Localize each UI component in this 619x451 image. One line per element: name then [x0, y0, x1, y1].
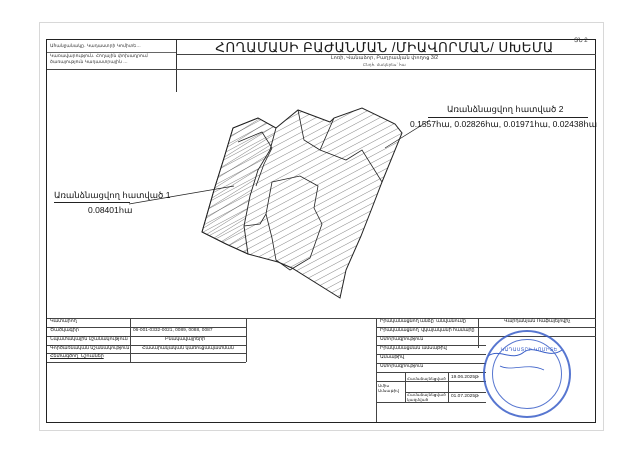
date-2-value: 01.07.2025թ — [451, 394, 479, 399]
right-table-label: Իրականացման ամսաթիվ — [380, 346, 447, 351]
right-table-value: Վարդանյան Ռաֆայելովիչ — [504, 319, 571, 324]
left-table-label: Հետագծող՝ Նշումներ — [50, 354, 104, 359]
right-table-label: Իրականացնող անձը՝ անվանումը — [380, 319, 466, 324]
document-title: ՀՈՂԱՄԱՍԻ ԲԱԺԱՆՄԱՆ /ՄԻԱՎՈՐՄԱՆ/ ՍԽԵՄԱ — [215, 40, 554, 55]
dates-group-label: Ամիս Ամսաթիվ — [378, 383, 399, 393]
left-table-label: Նպատակային նշանակություն — [50, 337, 128, 342]
left-table-label: Ծածկագիր — [50, 328, 79, 333]
header-left-row-text: Կառավարություն․ Հողային փոխադրում — [50, 53, 148, 58]
date-1-label: Համաձայնեցված — [407, 376, 446, 381]
right-table-label: Ամսաթիվ — [380, 355, 405, 360]
plot-1-value: 0.08401հա — [88, 205, 133, 215]
address-line: Լոռի, Վանաձոր, Բաղրամյան փողոց 3/2 — [330, 55, 439, 61]
left-table-label: Գործառնական նշանակություն — [50, 346, 130, 351]
sheet-number: ՏՆ 2 — [574, 38, 588, 44]
header-left-row: Ահանջանակը․ Կադաստրի Կոմիտե… — [47, 40, 176, 53]
header-note: Ընդհ. մակերես` հա — [363, 62, 406, 67]
plot-1-label: Առանձնացվող հատված 1 — [54, 190, 171, 200]
date-2-label: Համաձայնեցված կազմված — [407, 392, 446, 402]
right-table-label: Ստորագրություն — [380, 337, 424, 342]
stamp-text: ԿԱԴԱՍՏՐԻ ԿՈՄԻՏԵ — [500, 347, 558, 353]
left-table-label: Կատարող — [50, 319, 77, 324]
plot-2-value: 0.1557հա, 0.02826հա, 0.01971հա, 0.02438հա — [410, 119, 598, 129]
plot-2-label: Առանձնացվող հատված 2 — [447, 104, 564, 114]
date-1-value: 19.06.2025թ — [451, 375, 479, 380]
left-table-value: Հասարակական կառուցապատման — [142, 346, 234, 351]
right-table-label: Ստորագրություն — [380, 364, 424, 369]
left-table-value: Բնակավայրերի — [165, 337, 206, 342]
header-left-row-text: ծառայություն Կադաստրային … — [50, 59, 128, 64]
right-table-label: Իրականացնող՝ վկայականի համարը — [380, 328, 475, 333]
left-table-value: 06-001-0332-0021, 0089, 0088, 0087 — [133, 328, 213, 333]
